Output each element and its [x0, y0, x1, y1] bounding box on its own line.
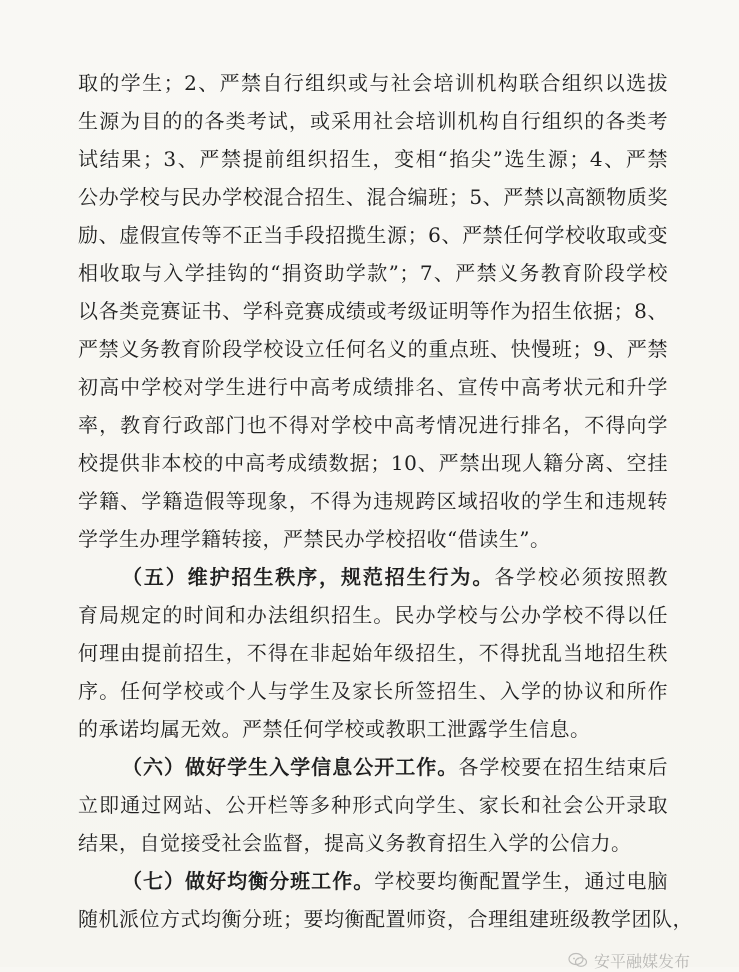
text-line-17: 序。任何学校或个人与学生及家长所签招生、入学的协议和所作 [78, 679, 668, 703]
text-line-5: 励、虚假宣传等不正当手段招揽生源；6、严禁任何学校收取或变 [78, 223, 668, 247]
text-line-21: 结果，自觉接受社会监督，提高义务教育招生入学的公信力。 [78, 831, 632, 855]
text-line-10: 率，教育行政部门也不得对学校中高考情况进行排名，不得向学 [78, 413, 668, 437]
text-line-18: 的承诺均属无效。严禁任何学校或教职工泄露学生信息。 [78, 717, 591, 741]
text-line-13: 学学生办理学籍转接，严禁民办学校招收“借读生”。 [78, 527, 551, 551]
section-heading-6: （六）做好学生入学信息公开工作。 [122, 755, 459, 779]
wechat-icon [568, 952, 588, 968]
text-line-12: 学籍、学籍造假等现象，不得为违规跨区域招收的学生和违规转 [78, 489, 668, 513]
text-line-16: 何理由提前招生，不得在非起始年级招生，不得扰乱当地招生秩 [78, 641, 668, 665]
document-body [78, 64, 693, 938]
text-line-6: 相收取与入学挂钩的“捐资助学款”；7、严禁义务教育阶段学校 [78, 261, 668, 285]
text-line-8: 严禁义务教育阶段学校设立任何名义的重点班、快慢班；9、严禁 [78, 337, 668, 361]
section-heading-5: （五）维护招生秩序，规范招生行为。 [122, 565, 495, 589]
text-line-3: 试结果；3、严禁提前组织招生，变相“掐尖”选生源；4、严禁 [78, 147, 668, 171]
text-line-9: 初高中学校对学生进行中高考成绩排名、宣传中高考状元和升学 [78, 375, 668, 399]
text-line-2: 生源为目的的各类考试，或采用社会培训机构自行组织的各类考 [78, 109, 668, 133]
text-line-20: 立即通过网站、公开栏等多种形式向学生、家长和社会公开录取 [78, 793, 668, 817]
text-line-1: 取的学生；2、严禁自行组织或与社会培训机构联合组织以选拔 [78, 71, 668, 95]
section-6-text: 各学校要在招生结束后 [458, 755, 669, 779]
text-line-15: 育局规定的时间和办法组织招生。民办学校与公办学校不得以任 [78, 603, 668, 627]
text-line-11: 校提供非本校的中高考成绩数据；10、严禁出现人籍分离、空挂 [78, 451, 668, 475]
section-7-first-line [78, 862, 668, 900]
section-6-first-line [78, 748, 668, 786]
section-5-text: 各学校必须按照教 [494, 565, 669, 589]
section-7-text: 学校要均衡配置学生，通过电脑 [374, 869, 669, 893]
section-5-first-line [78, 558, 668, 596]
text-line-7: 以各类竞赛证书、学科竞赛成绩或考级证明等作为招生依据；8、 [78, 299, 668, 323]
text-line-4: 公办学校与民办学校混合招生、混合编班；5、严禁以高额物质奖 [78, 185, 668, 209]
watermark [568, 948, 690, 972]
watermark-text: 安平融媒发布 [594, 951, 691, 971]
section-heading-7: （七）做好均衡分班工作。 [122, 869, 375, 893]
text-line-23: 随机派位方式均衡分班；要均衡配置师资，合理组建班级教学团队， [78, 907, 693, 931]
